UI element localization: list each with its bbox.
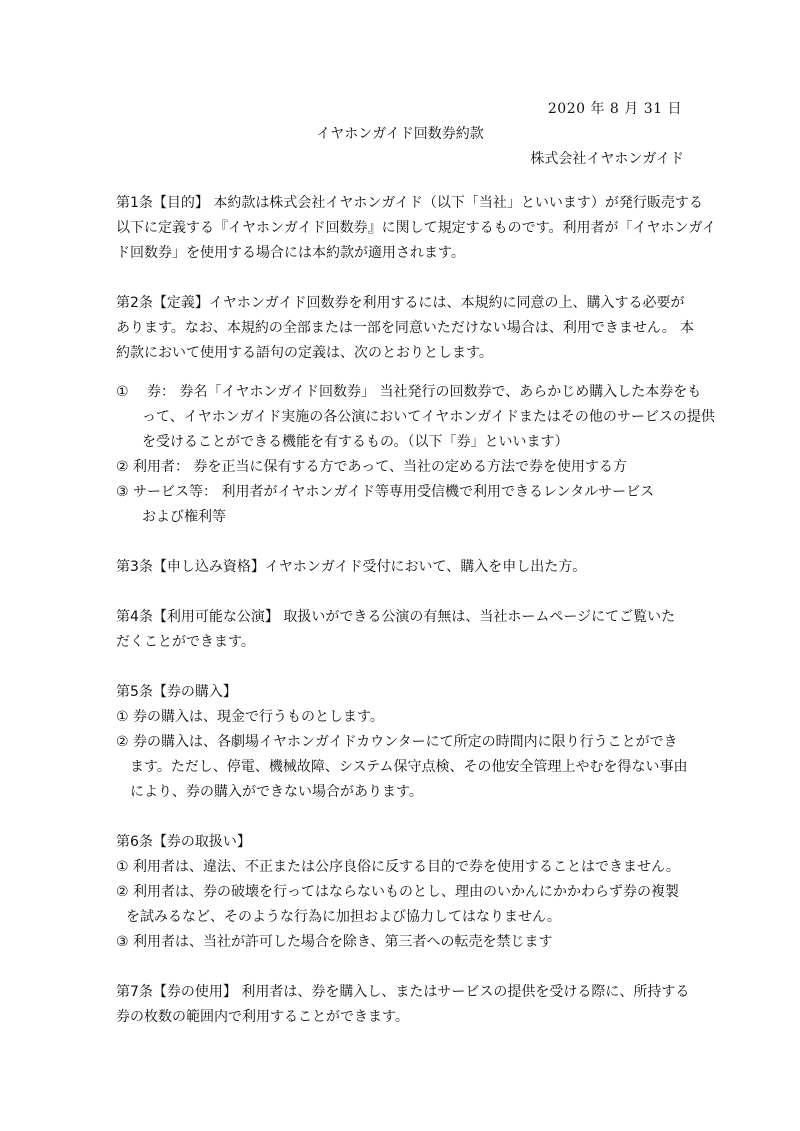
article-6-item: ② 利用者は、券の破壊を行ってはならないものとし、理由のいかんにかかわらず券の複製 <box>116 884 679 900</box>
article-4-line: だくことができます。 <box>116 634 255 650</box>
definition-item-ticket: ① 券： 券名「イヤホンガイド回数券」 当社発行の回数券で、あらかじめ購入した本券をも <box>116 384 702 400</box>
document-body <box>116 191 717 1055</box>
article-5-item: ② 券の購入は、各劇場イヤホンガイドカウンターにて所定の時間内に限り行うことができ <box>116 734 678 750</box>
definition-item-service-cont: および権利等 <box>142 509 226 525</box>
article-5-item-cont: により、券の購入ができない場合があります。 <box>130 784 423 800</box>
article-4-line: 第4条【利用可能な公演】 取扱いができる公演の有無は、当社ホームページにてご覧いた <box>116 609 676 625</box>
article-1-line: 以下に定義する『イヤホンガイド回数券』に関して規定するものです。利用者が「イヤホンガイ <box>116 220 717 236</box>
definition-item-service: ③ サービス等： 利用者がイヤホンガイド等専用受信機で利用できるレンタルサービス <box>116 484 655 500</box>
article-1-line: 第1条【目的】 本約款は株式会社イヤホンガイド（以下「当社」といいます）が発行販売する <box>116 195 703 211</box>
document-date: 2020 年 8 月 31 日 <box>547 101 682 117</box>
article-1-line: ド回数券」を使用する場合には本約款が適用されます。 <box>116 245 465 261</box>
article-5 <box>116 680 688 805</box>
article-2-line: 第2条【定義】イヤホンガイド回数券を利用するには、本規約に同意の上、購入する必要が <box>116 295 685 311</box>
document-title: イヤホンガイド回数券約款 <box>316 126 484 142</box>
article-2 <box>116 291 715 530</box>
article-1 <box>116 191 717 266</box>
company-name: 株式会社イヤホンガイド <box>530 151 684 167</box>
article-3 <box>116 555 688 580</box>
article-2-line: 約款において使用する語句の定義は、次のとおりとします。 <box>116 345 493 361</box>
article-6-item: ③ 利用者は、当社が許可した場合を除き、第三者への転売を禁じます <box>116 934 553 950</box>
article-6-item: ① 利用者は、違法、不正または公序良俗に反する目的で券を使用することはできません。 <box>116 859 680 875</box>
article-5-item-cont: ます。ただし、停電、機械故障、システム保守点検、その他安全管理上やむを得ない事由 <box>130 759 688 775</box>
definition-item-ticket-cont: って、イヤホンガイド実施の各公演においてイヤホンガイドまたはその他のサービスの提供 <box>142 409 715 425</box>
article-6-item-cont: を試みるなど、そのような行為に加担および協力してはなりません。 <box>126 909 561 925</box>
article-5-item: ① 券の購入は、現金で行うものとします。 <box>116 709 384 725</box>
article-6-heading: 第6条【券の取扱い】 <box>116 834 251 850</box>
article-2-line: あります。なお、本規約の全部または一部を同意いただけない場合は、利用できません。 本 <box>116 320 695 336</box>
definition-item-ticket-cont: を受けることができる機能を有するもの。（以下「券」といいます） <box>142 434 569 450</box>
spacer <box>116 366 688 380</box>
article-6 <box>116 830 688 955</box>
article-7 <box>116 980 688 1030</box>
article-3-line: 第3条【申し込み資格】イヤホンガイド受付において、購入を申し出た方。 <box>116 559 587 575</box>
definition-item-user: ② 利用者： 券を正当に保有する方であって、当社の定める方法で券を使用する方 <box>116 459 628 475</box>
article-7-line: 第7条【券の使用】 利用者は、券を購入し、またはサービスの提供を受ける際に、所持する <box>116 984 690 1000</box>
article-4 <box>116 605 688 655</box>
article-7-line: 券の枚数の範囲内で利用することができます。 <box>116 1009 409 1025</box>
article-5-heading: 第5条【券の購入】 <box>116 684 237 700</box>
